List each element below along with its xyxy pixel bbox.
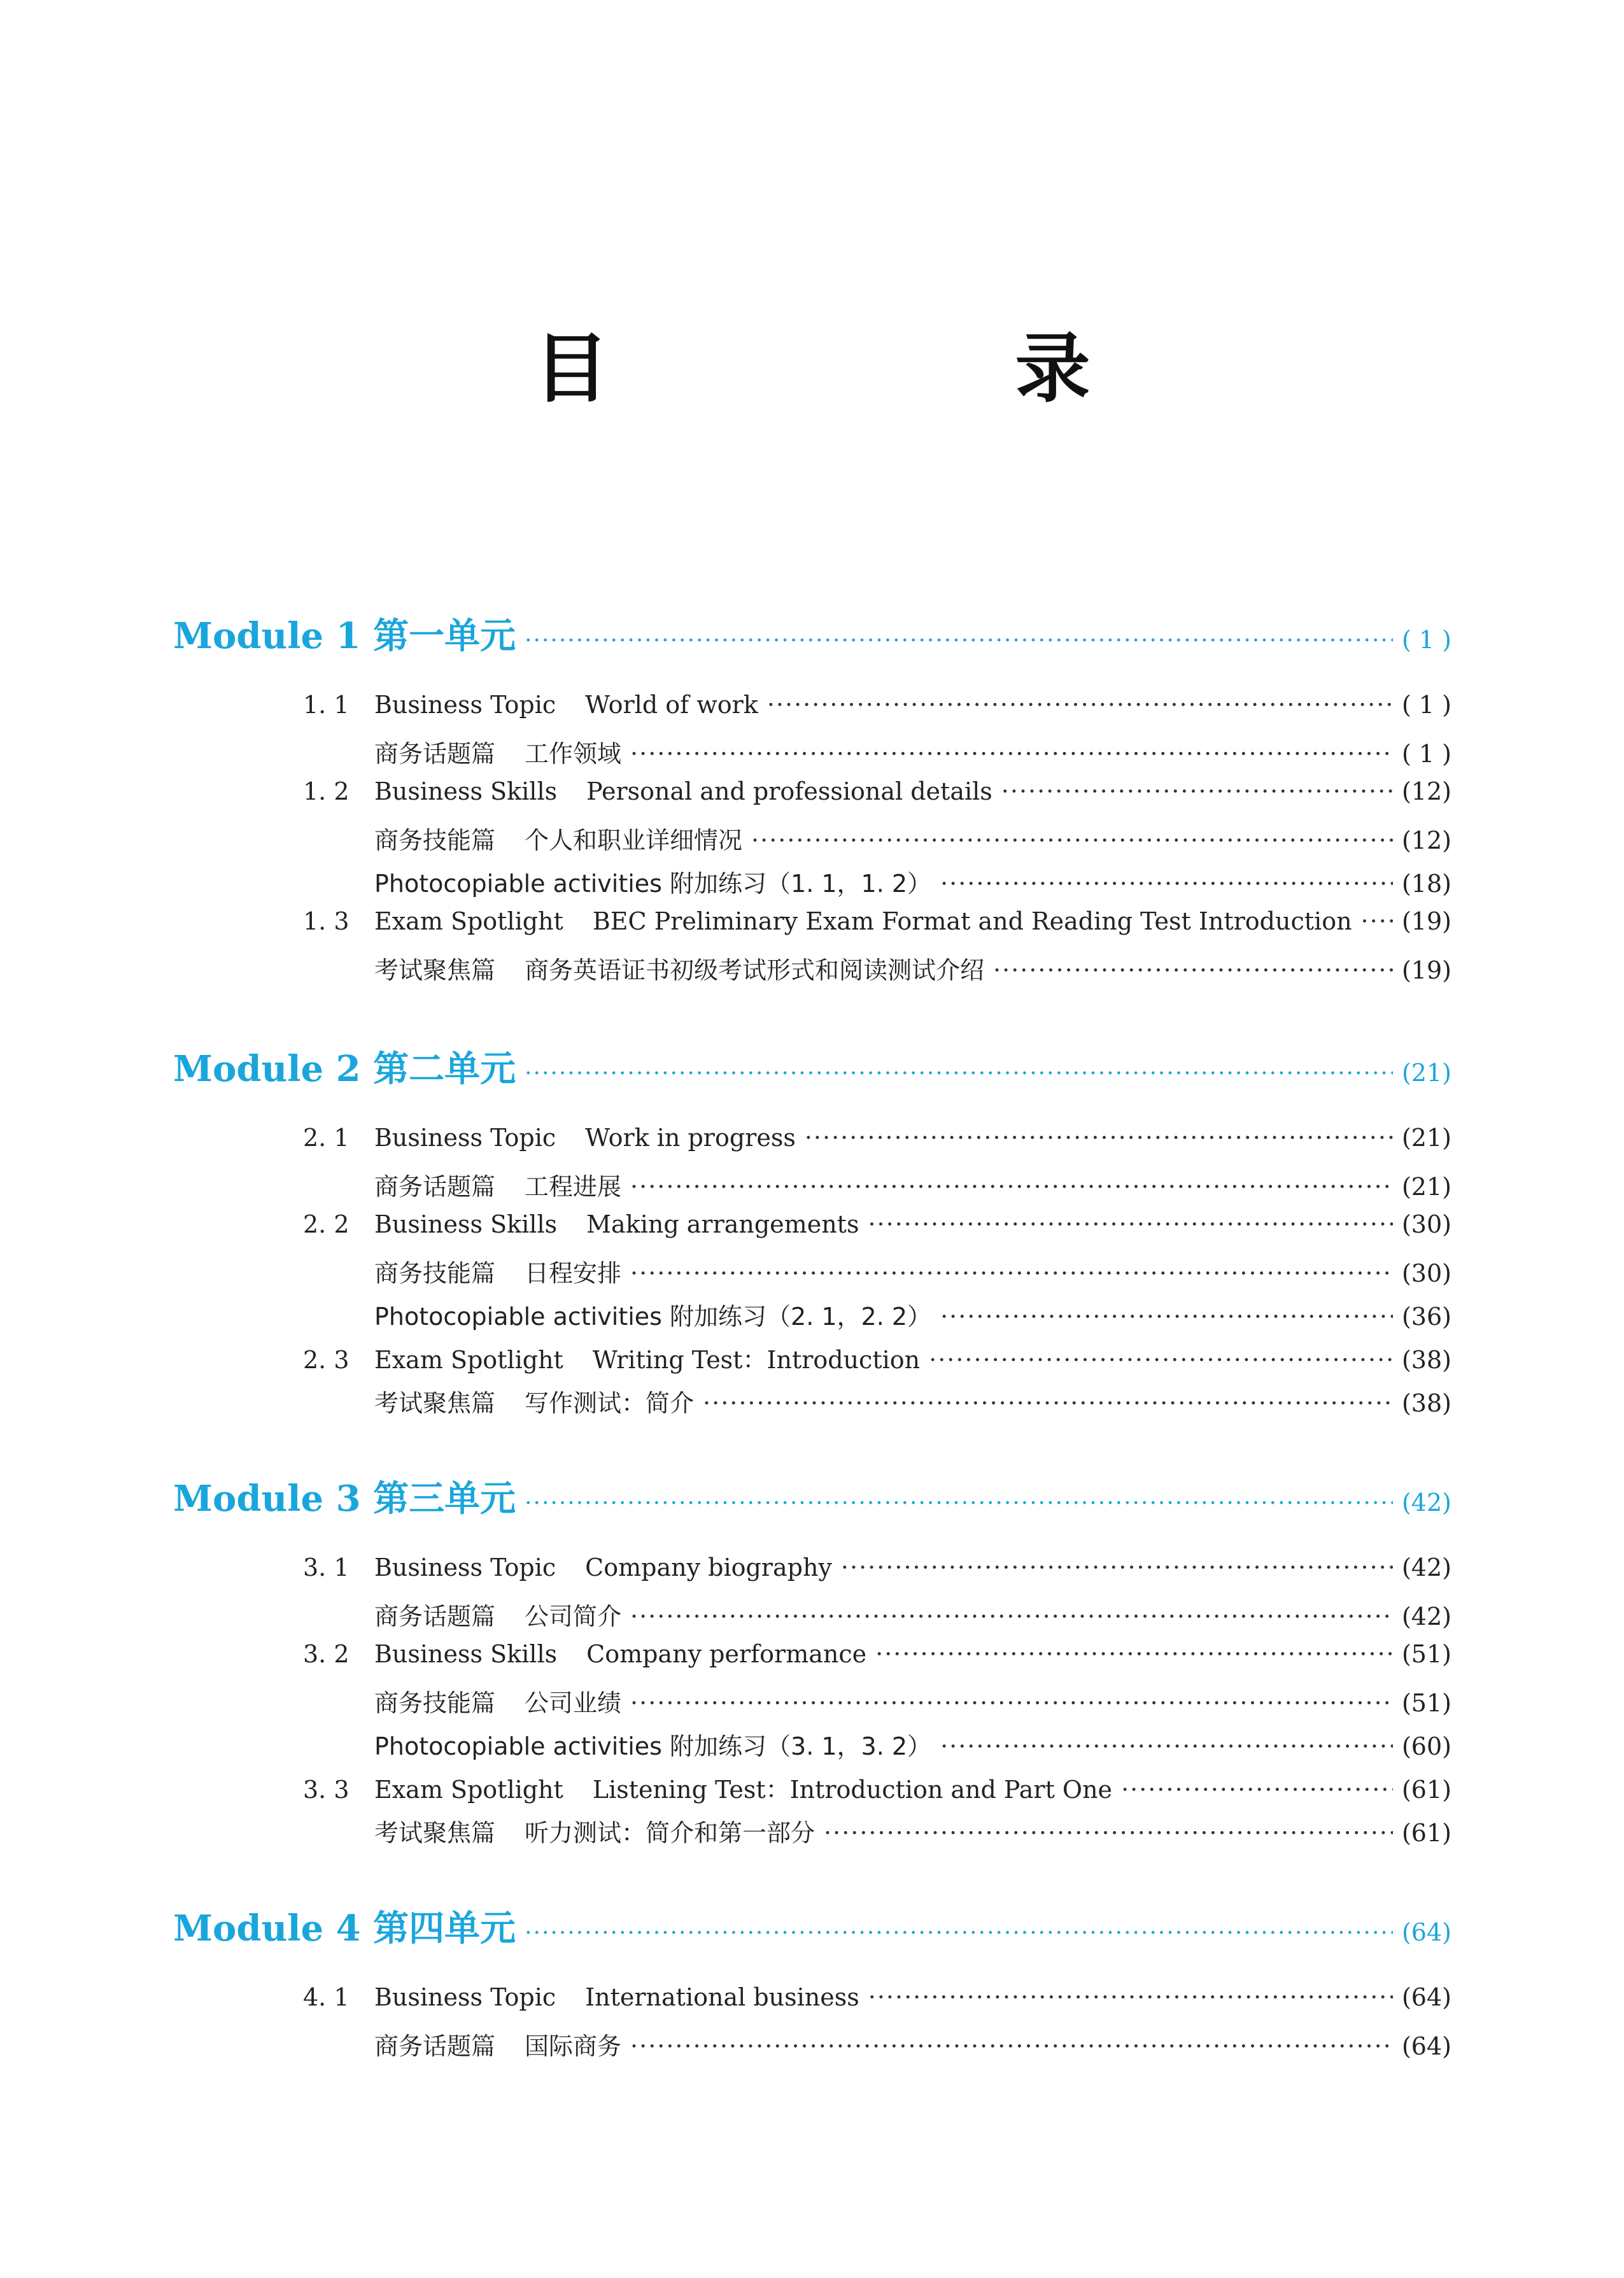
- entry-topic: Company performance: [586, 1640, 867, 1668]
- module-title: Module 3 第三单元: [173, 1478, 516, 1520]
- section-type: Exam Spotlight: [374, 1346, 563, 1374]
- section-type: Business Topic: [374, 691, 556, 719]
- dot-leader: [824, 1819, 1393, 1847]
- section-type: 商务话题篇: [374, 2032, 496, 2060]
- section-type: 商务话题篇: [374, 1602, 496, 1631]
- entry-topic: 国际商务: [525, 2032, 622, 2060]
- section-number: 4. 1: [303, 1983, 350, 2011]
- toc-module-row[interactable]: [173, 1471, 1451, 1522]
- entry-topic: 公司简介: [525, 1602, 622, 1631]
- entry-text: [303, 1553, 832, 1581]
- section-type: 商务技能篇: [374, 1259, 496, 1287]
- entry-text: [303, 1383, 694, 1418]
- page-number: (51): [1401, 1640, 1451, 1668]
- toc-entry-row[interactable]: [303, 1124, 1451, 1162]
- dot-leader: [841, 1553, 1393, 1581]
- page-number: (42): [1401, 1553, 1451, 1581]
- dot-leader: [630, 1689, 1393, 1717]
- toc-module-row[interactable]: [173, 1041, 1451, 1092]
- entry-topic: Personal and professional details: [586, 777, 992, 805]
- section-number: 2. 3: [303, 1346, 350, 1374]
- page-number: (61): [1401, 1776, 1451, 1804]
- entry-text: [303, 1640, 866, 1668]
- toc-entry-row[interactable]: [303, 1297, 1451, 1335]
- entry-topic: Making arrangements: [586, 1210, 859, 1238]
- entry-topic: Listening Test：Introduction and Part One: [592, 1776, 1113, 1804]
- dot-leader: [525, 628, 1393, 654]
- page-number: (19): [1401, 907, 1451, 935]
- entry-topic: 公司业绩: [525, 1689, 622, 1717]
- section-type: 商务技能篇: [374, 1689, 496, 1717]
- entry-text: [303, 1254, 621, 1289]
- toc-module-row[interactable]: [173, 1900, 1451, 1951]
- toc-entry-row[interactable]: [303, 821, 1451, 859]
- dot-leader: [940, 1732, 1393, 1760]
- entry-text: [303, 864, 931, 899]
- section-number: 3. 1: [303, 1553, 350, 1581]
- toc-entry-row[interactable]: [303, 1683, 1451, 1722]
- dot-leader: [630, 1602, 1393, 1631]
- entry-topic: Work in progress: [585, 1124, 796, 1152]
- section-type: Business Topic: [374, 1124, 556, 1152]
- dot-leader: [525, 1490, 1393, 1517]
- entry-text: [303, 1983, 859, 2011]
- entry-topic: World of work: [585, 691, 758, 719]
- dot-leader: [993, 956, 1393, 984]
- section-number: 2. 1: [303, 1124, 350, 1152]
- dot-leader: [1361, 907, 1393, 935]
- dot-leader: [940, 870, 1393, 898]
- page-number: ( 1 ): [1402, 691, 1451, 719]
- entry-text: [303, 1770, 1112, 1805]
- page-number: ( 1 ): [1402, 740, 1451, 768]
- page-number: (42): [1401, 1489, 1451, 1517]
- entry-topic: 个人和职业详细情况: [525, 826, 743, 854]
- dot-leader: [630, 1173, 1393, 1201]
- toc-module-row[interactable]: [173, 608, 1451, 659]
- toc-entry-row[interactable]: [303, 777, 1451, 816]
- toc-entry-row[interactable]: [303, 734, 1451, 772]
- entry-text: [303, 2027, 621, 2062]
- entry-text: [303, 1210, 859, 1238]
- page-number: (19): [1401, 956, 1451, 984]
- dot-leader: [630, 2032, 1393, 2060]
- toc-entry-row[interactable]: [303, 1553, 1451, 1592]
- section-number: 1. 2: [303, 777, 350, 805]
- page-number: (21): [1401, 1124, 1451, 1152]
- dot-leader: [525, 1920, 1393, 1946]
- toc-entry-row[interactable]: [303, 1727, 1451, 1765]
- page-number: (51): [1401, 1689, 1451, 1717]
- toc-entry-row[interactable]: [303, 1167, 1451, 1205]
- page-number: (38): [1401, 1346, 1451, 1374]
- page-number: (12): [1401, 777, 1451, 805]
- entry-topic: 工作领域: [525, 740, 622, 768]
- section-type: Exam Spotlight: [374, 1776, 563, 1804]
- dot-leader: [805, 1124, 1393, 1152]
- page-number: (21): [1401, 1059, 1451, 1087]
- dot-leader: [525, 1061, 1393, 1087]
- page-number: (42): [1401, 1602, 1451, 1631]
- page-number: (21): [1401, 1173, 1451, 1201]
- entry-topic: BEC Preliminary Exam Format and Reading Test Introduction: [592, 907, 1352, 935]
- entry-text: [303, 734, 621, 769]
- entry-text: [303, 777, 992, 805]
- section-type: 商务话题篇: [374, 740, 496, 768]
- page-number: (18): [1401, 870, 1451, 898]
- page-number: (12): [1401, 826, 1451, 854]
- toc-entry-row[interactable]: [303, 1383, 1451, 1422]
- entry-text: [303, 821, 742, 856]
- dot-leader: [875, 1640, 1393, 1668]
- entry-text: [303, 1167, 621, 1202]
- dot-leader: [767, 691, 1393, 719]
- page-number: (64): [1401, 1983, 1451, 2011]
- section-type: 考试聚焦篇: [374, 1819, 496, 1847]
- entry-topic: International business: [585, 1983, 859, 2011]
- toc-entry-row[interactable]: [303, 1813, 1451, 1851]
- page-number: (61): [1401, 1819, 1451, 1847]
- section-number: 3. 3: [303, 1776, 350, 1804]
- dot-leader: [703, 1389, 1393, 1417]
- toc-entry-row[interactable]: [303, 1340, 1451, 1378]
- section-type: Business Skills: [374, 1210, 558, 1238]
- dot-leader: [630, 1259, 1393, 1287]
- entry-text: [303, 1124, 796, 1152]
- dot-leader: [1121, 1776, 1393, 1804]
- entry-text: [303, 1597, 621, 1632]
- section-type: Business Skills: [374, 1640, 558, 1668]
- toc-entry-row[interactable]: [303, 1983, 1451, 2021]
- entry-text: [303, 907, 1352, 935]
- page-number: (30): [1401, 1259, 1451, 1287]
- entry-topic: Photocopiable activities 附加练习（1. 1，1. 2）: [374, 870, 932, 898]
- toc-entry-row[interactable]: [303, 907, 1451, 945]
- entry-topic: 听力测试：简介和第一部分: [525, 1819, 816, 1847]
- module-title: Module 4 第四单元: [173, 1907, 516, 1949]
- entry-topic: Photocopiable activities 附加练习（3. 1，3. 2）: [374, 1732, 932, 1760]
- section-number: 2. 2: [303, 1210, 350, 1238]
- module-title: Module 1 第一单元: [173, 615, 516, 657]
- toc-entry-row[interactable]: [303, 864, 1451, 902]
- page-number: (36): [1401, 1303, 1451, 1331]
- section-type: 考试聚焦篇: [374, 1389, 496, 1417]
- section-type: 商务话题篇: [374, 1173, 496, 1201]
- dot-leader: [868, 1210, 1393, 1238]
- section-type: 商务技能篇: [374, 826, 496, 854]
- section-type: Business Skills: [374, 777, 558, 805]
- section-number: 3. 2: [303, 1640, 350, 1668]
- dot-leader: [630, 740, 1393, 768]
- entry-topic: 日程安排: [525, 1259, 622, 1287]
- toc-entry-row[interactable]: [303, 1210, 1451, 1249]
- entry-text: [303, 691, 758, 719]
- entry-text: [303, 1340, 920, 1375]
- section-type: 考试聚焦篇: [374, 956, 496, 984]
- entry-topic: 工程进展: [525, 1173, 622, 1201]
- dot-leader: [940, 1303, 1393, 1331]
- page-number: ( 1 ): [1402, 626, 1451, 654]
- page-number: (30): [1401, 1210, 1451, 1238]
- entry-topic: Photocopiable activities 附加练习（2. 1，2. 2）: [374, 1303, 932, 1331]
- dot-leader: [751, 826, 1393, 854]
- toc-entry-row[interactable]: [303, 951, 1451, 989]
- entry-topic: Company biography: [585, 1553, 832, 1581]
- entry-topic: Writing Test：Introduction: [592, 1346, 921, 1374]
- page-number: (64): [1401, 2032, 1451, 2060]
- toc-entry-row[interactable]: [303, 1254, 1451, 1292]
- toc-entry-row[interactable]: [303, 1597, 1451, 1635]
- page-number: (64): [1401, 1918, 1451, 1946]
- page-number: (38): [1401, 1389, 1451, 1417]
- entry-text: [303, 1297, 931, 1332]
- section-type: Exam Spotlight: [374, 907, 563, 935]
- entry-text: [303, 951, 984, 986]
- toc-entry-row[interactable]: [303, 2027, 1451, 2065]
- section-number: 1. 1: [303, 691, 350, 719]
- dot-leader: [868, 1983, 1393, 2011]
- section-type: Business Topic: [374, 1983, 556, 2011]
- entry-text: [303, 1683, 621, 1718]
- toc-entry-row[interactable]: [303, 691, 1451, 729]
- entry-text: [303, 1813, 815, 1848]
- section-type: Business Topic: [374, 1553, 556, 1581]
- dot-leader: [929, 1346, 1393, 1374]
- toc-entry-row[interactable]: [303, 1770, 1451, 1808]
- entry-text: [303, 1727, 931, 1762]
- section-number: 1. 3: [303, 907, 350, 935]
- toc-entry-row[interactable]: [303, 1640, 1451, 1678]
- entry-topic: 商务英语证书初级考试形式和阅读测试介绍: [525, 956, 985, 984]
- page-title: 目 录: [533, 324, 1256, 413]
- dot-leader: [1001, 777, 1393, 805]
- entry-topic: 写作测试：简介: [525, 1389, 695, 1417]
- module-title: Module 2 第二单元: [173, 1048, 516, 1090]
- page-number: (60): [1401, 1732, 1451, 1760]
